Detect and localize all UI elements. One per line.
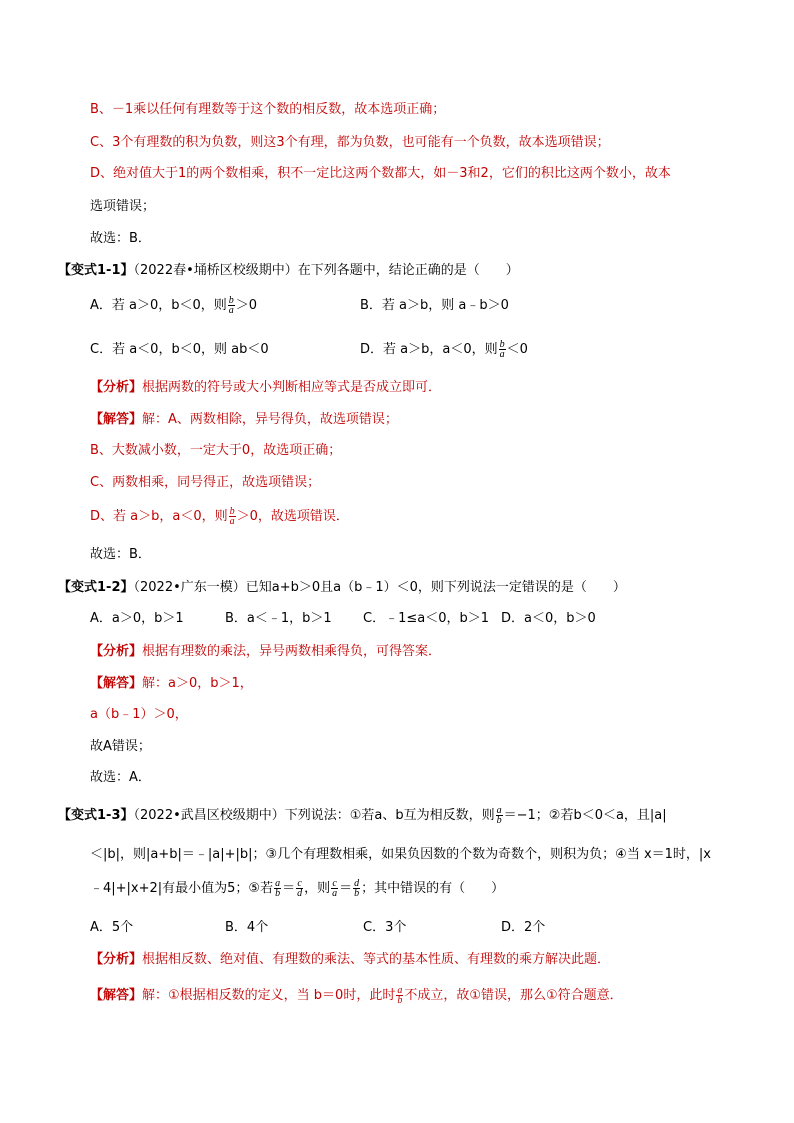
fraction-c-over-a: $\frac{c}{a}$ bbox=[332, 878, 338, 899]
prev-answer: 故选：B． bbox=[90, 231, 151, 246]
prev-option-c: C、3个有理数的积为负数，则这3个有理，都为负数，也可能有一个负数，故本选项错误； bbox=[90, 135, 610, 150]
option-a: A．a＞0，b＞1 bbox=[90, 611, 184, 626]
question-1-1-analysis: 【分析】根据两数的符号或大小判断相应等式是否成立即可． bbox=[90, 380, 442, 395]
prev-option-d-line2: 选项错误； bbox=[90, 199, 156, 214]
question-1-2-analysis: 【分析】根据有理数的乘法，异号两数相乘得负，可得答案． bbox=[90, 644, 442, 659]
fraction-c-over-d: $\frac{c}{d}$ bbox=[297, 878, 303, 899]
question-1-3-solution-1: 【解答】解：①根据相反数的定义，当 b＝0时，此时 $\frac{a}{b}$ 不成立，故①错误，那么①符合题意． bbox=[90, 985, 623, 1006]
fraction-a-over-b: $\frac{a}{b}$ bbox=[496, 805, 502, 826]
question-1-2-stem bbox=[58, 578, 626, 598]
question-1-3-options bbox=[90, 918, 690, 940]
question-1-3-tag: 【变式1-3】 bbox=[58, 808, 134, 823]
option-a: A．5个 bbox=[90, 920, 134, 935]
option-c: C．3个 bbox=[363, 920, 407, 935]
question-1-2-solution-3: 故A错误； bbox=[90, 739, 151, 754]
question-1-1-solution-a: 【解答】解：A、两数相除，异号得负，故选项错误； bbox=[90, 412, 398, 427]
option-d: D．若 a＞b，a＜0，则 $\frac{b}{a}$ ＜0 bbox=[360, 339, 528, 360]
question-1-3-line1: 【变式1-3】（2022•武昌区校级期中）下列说法：①若a、b互为相反数，则 $\frac{a}{b}$ ＝−1；②若b＜0＜a，且|a| bbox=[58, 805, 667, 826]
option-c: C．若 a＜0，b＜0，则 ab＜0 bbox=[90, 342, 269, 357]
question-1-1-options-row1 bbox=[90, 296, 650, 318]
question-1-2-tag: 【变式1-2】 bbox=[58, 580, 134, 595]
question-1-2-answer: 故选：A． bbox=[90, 770, 151, 785]
prev-option-d-line1: D、绝对值大于1的两个数相乘，积不一定比这两个数都大，如－3和2，它们的积比这两个数小，故本 bbox=[90, 166, 671, 181]
prev-option-b: B、－1乘以任何有理数等于这个数的相反数，故本选项正确； bbox=[90, 102, 446, 117]
question-1-1-tag: 【变式1-1】 bbox=[58, 263, 134, 278]
fraction-a-over-b: $\frac{a}{b}$ bbox=[397, 985, 403, 1006]
option-d: D．2个 bbox=[501, 920, 546, 935]
question-1-1-text: （2022春•埇桥区校级期中）在下列各题中，结论正确的是（ ） bbox=[133, 263, 519, 278]
question-1-2-solution-2: a（b﹣1）＞0， bbox=[90, 707, 188, 722]
question-1-1-solution-b: B、大数减小数，一定大于0，故选项正确； bbox=[90, 443, 342, 458]
option-d: D．a＜0，b＞0 bbox=[501, 611, 596, 626]
question-1-3-line3: ﹣4|+|x+2|有最小值为5；⑤若 $\frac{a}{b}$ ＝ $\frac{c}{d}$ ，则 $\frac{c}{a}$ ＝ $\frac{d}{b}$ ；其中错误的有（ ） bbox=[90, 878, 505, 899]
question-1-3-line2: ＜|b|，则|a+b|＝﹣|a|+|b|；③几个有理数相乘，如果负因数的个数为奇数个，则积为负；④当 x＝1时，|x bbox=[90, 847, 711, 862]
question-1-3-analysis: 【分析】根据相反数、绝对值、有理数的乘法、等式的基本性质、有理数的乘方解决此题． bbox=[90, 952, 611, 967]
fraction-b-over-a: $\frac{b}{a}$ bbox=[229, 506, 235, 527]
option-c: C．﹣1≤a＜0，b＞1 bbox=[363, 611, 490, 626]
question-1-1-stem bbox=[58, 261, 519, 281]
option-b: B．4个 bbox=[225, 920, 269, 935]
fraction-b-over-a: $\frac{b}{a}$ bbox=[228, 295, 234, 316]
question-1-1-answer: 故选：B． bbox=[90, 547, 151, 562]
question-1-1-solution-d: D、若 a＞b，a＜0，则 $\frac{b}{a}$ ＞0，故选项错误． bbox=[90, 506, 349, 527]
question-1-1-options-row2 bbox=[90, 340, 650, 362]
option-a: A．若 a＞0，b＜0，则 $\frac{b}{a}$ ＞0 bbox=[90, 295, 258, 316]
fraction-a-over-b: $\frac{a}{b}$ bbox=[275, 878, 281, 899]
fraction-b-over-a: $\frac{b}{a}$ bbox=[499, 339, 505, 360]
option-b: B．若 a＞b，则 a﹣b＞0 bbox=[360, 298, 509, 313]
fraction-d-over-b: $\frac{d}{b}$ bbox=[354, 878, 360, 899]
question-1-2-options bbox=[90, 609, 690, 631]
option-b: B．a＜﹣1，b＞1 bbox=[225, 611, 332, 626]
question-1-2-solution-1: 【解答】解：a＞0，b＞1， bbox=[90, 676, 253, 691]
question-1-2-text: （2022•广东一模）已知a+b＞0且a（b﹣1）＜0，则下列说法一定错误的是（ ） bbox=[133, 580, 626, 595]
question-1-1-solution-c: C、两数相乘，同号得正，故选项错误； bbox=[90, 475, 321, 490]
